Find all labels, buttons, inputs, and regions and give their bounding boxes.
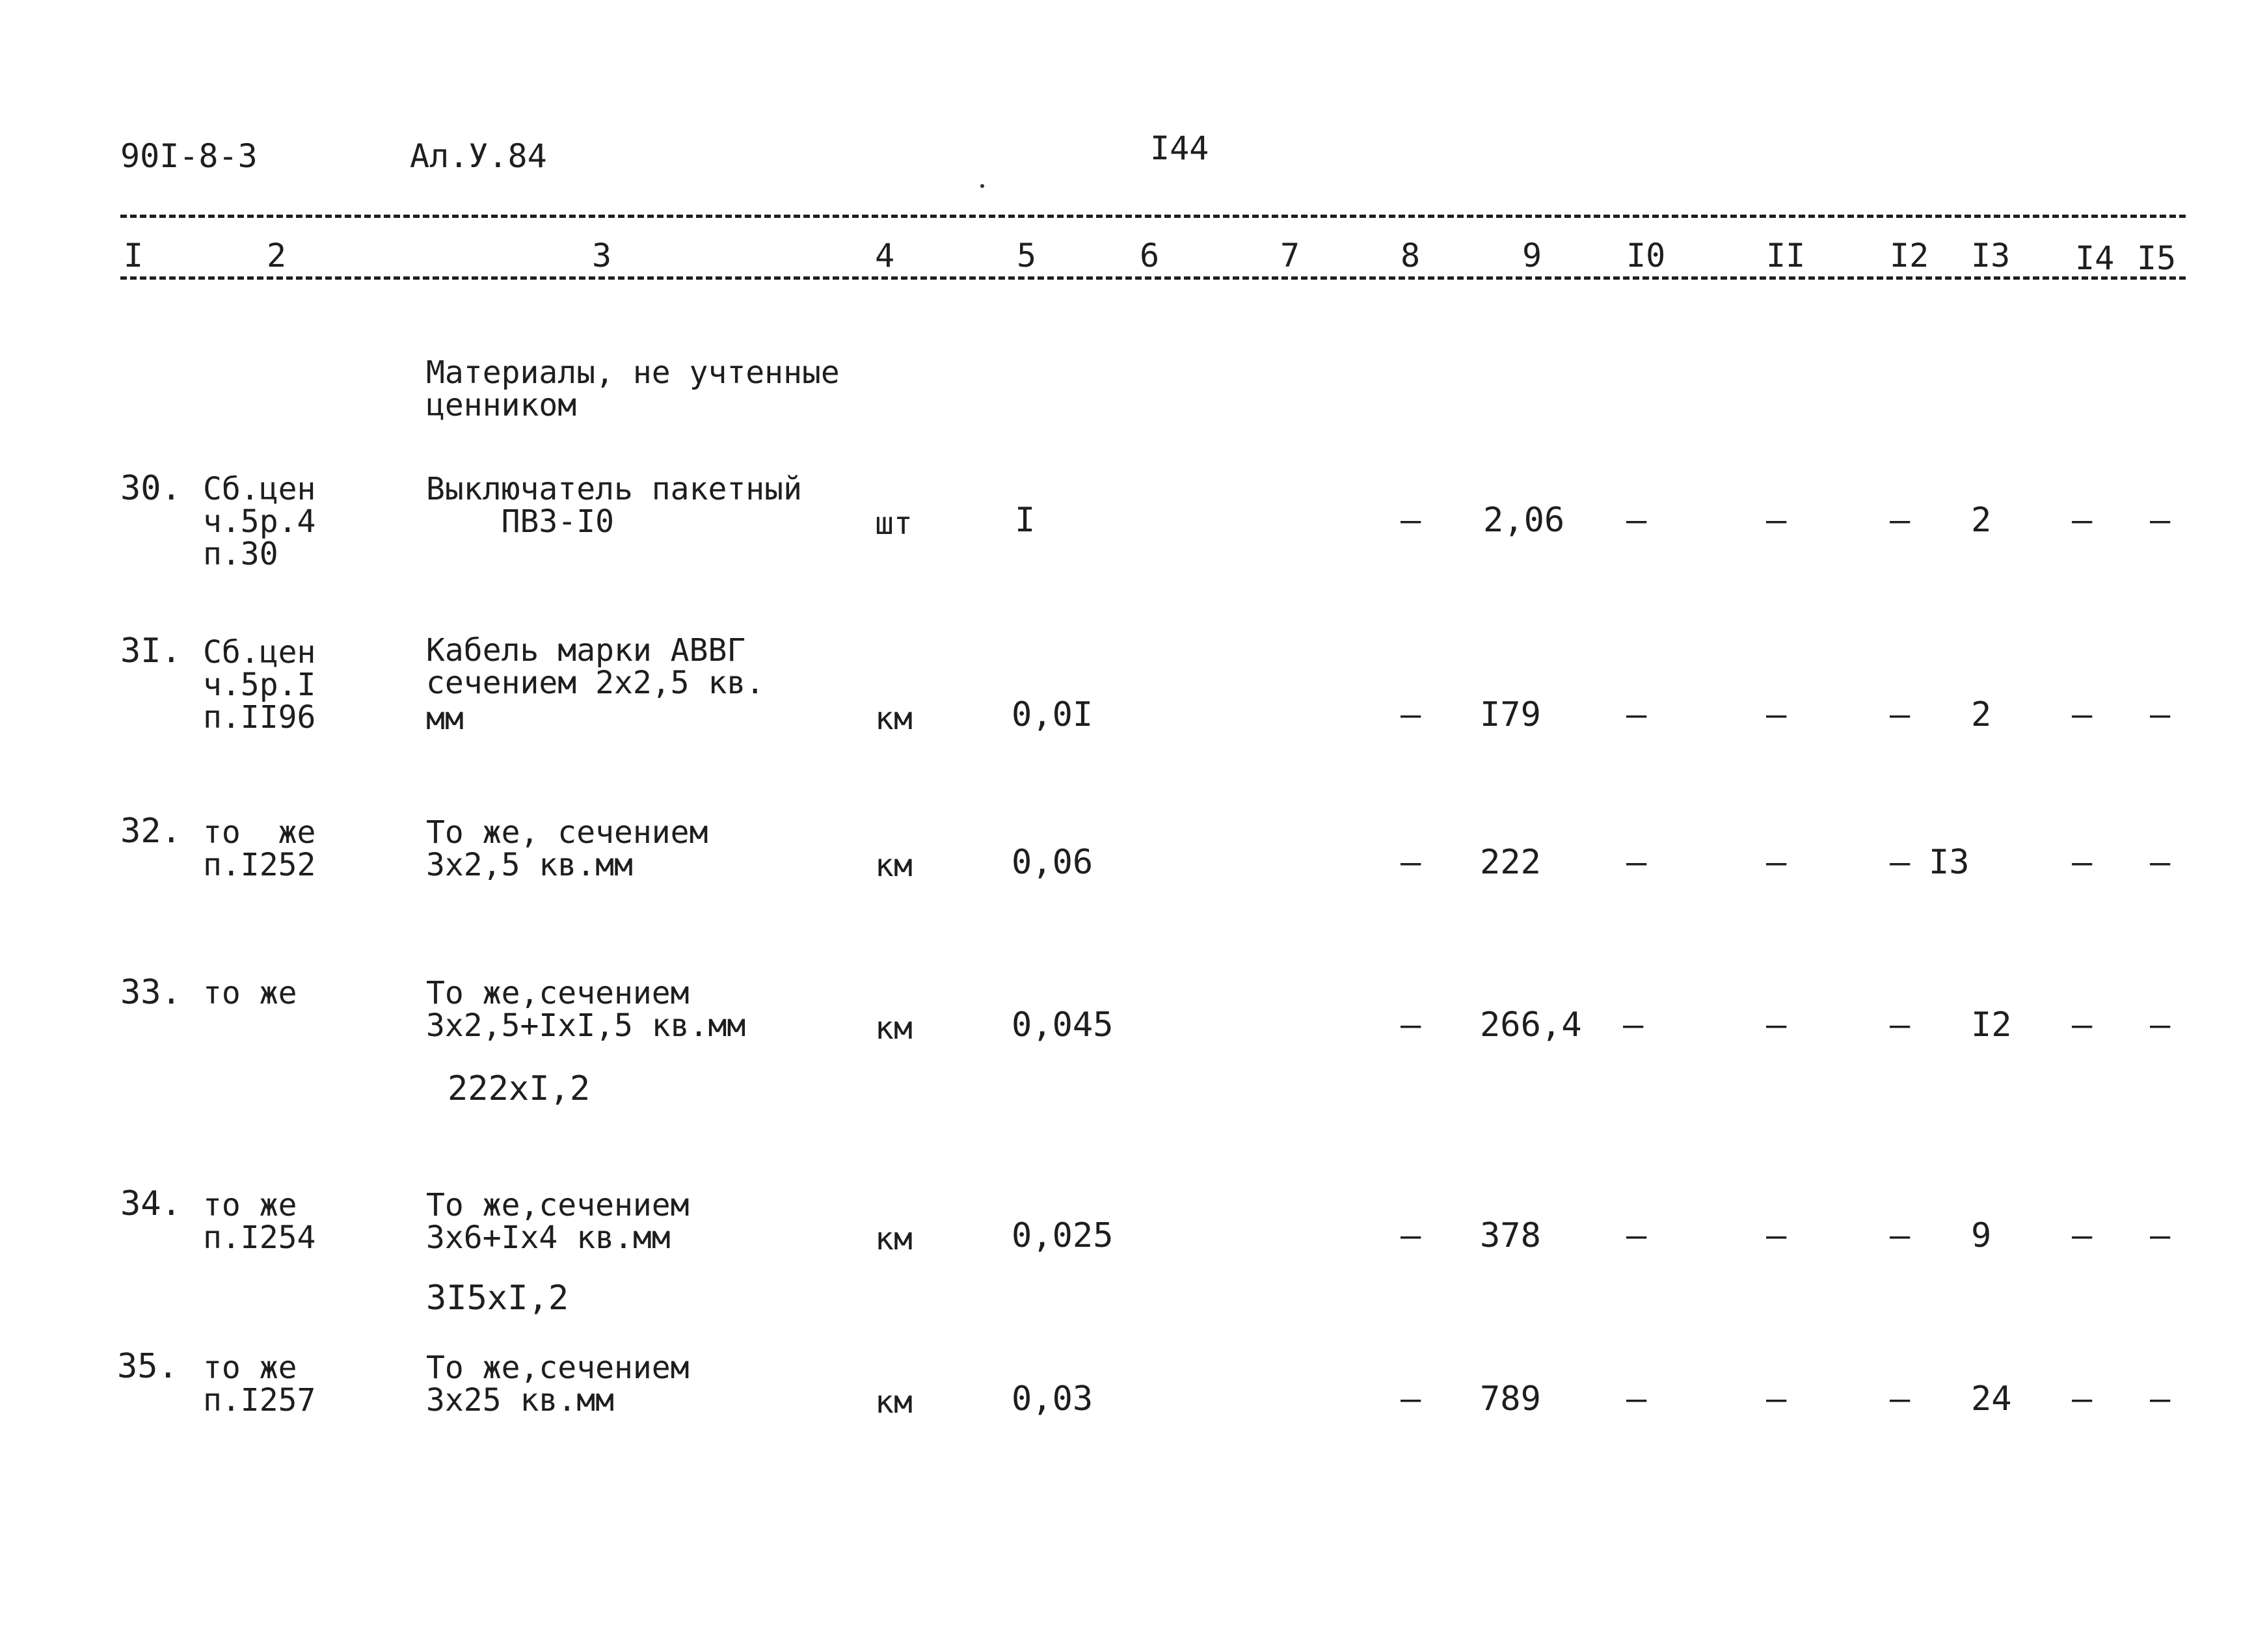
- stray-mark: [980, 184, 984, 188]
- row-col11: –: [1766, 1379, 1787, 1419]
- row-col13: 24: [1971, 1379, 2012, 1419]
- row-price: I79: [1480, 695, 1541, 734]
- row-col11: –: [1766, 1216, 1787, 1255]
- row-col15: –: [2150, 1006, 2171, 1045]
- row-quantity: 0,025: [1012, 1216, 1114, 1255]
- row-number: 35.: [117, 1347, 178, 1386]
- row-col14: –: [2072, 843, 2093, 882]
- row-reference-line: то же: [203, 1187, 297, 1223]
- row-name-line: 3х2,5 кв.мм: [426, 847, 633, 883]
- row-quantity: 0,0I: [1012, 695, 1093, 734]
- row-unit: шт: [875, 505, 913, 542]
- row-col13: I2: [1971, 1006, 2012, 1045]
- column-number-1: I: [124, 237, 144, 274]
- row-col15: –: [2150, 695, 2171, 734]
- row-col15: –: [2150, 1216, 2171, 1255]
- row-number: 33.: [120, 973, 181, 1012]
- row-col12: –: [1890, 501, 1911, 540]
- album-reference: Ал.У.84: [410, 137, 547, 175]
- row-quantity: 0,06: [1012, 843, 1093, 882]
- row-unit: км: [875, 1384, 913, 1420]
- row-reference-line: п.I252: [203, 847, 316, 883]
- row-reference-line: то же: [203, 975, 297, 1011]
- row-unit: км: [875, 1221, 913, 1257]
- row-name-line: То же,сечением: [426, 1350, 690, 1386]
- row-col10: –: [1626, 695, 1647, 734]
- row-quantity: 0,045: [1012, 1006, 1114, 1045]
- row-name-line: сечением 2х2,5 кв.: [426, 665, 765, 701]
- row-reference-line: п.I254: [203, 1219, 316, 1256]
- row-name-line: 3х2,5+IхI,5 кв.мм: [426, 1007, 746, 1044]
- row-number: 3I.: [120, 632, 181, 671]
- row-unit: км: [875, 847, 913, 884]
- row-price: 266,4: [1480, 1006, 1582, 1045]
- row-col14: –: [2072, 1379, 2093, 1419]
- row-reference-line: Сб.цен: [203, 634, 316, 671]
- row-unit: км: [875, 700, 913, 737]
- row-col8: –: [1401, 1379, 1421, 1419]
- row-col11: –: [1766, 695, 1787, 734]
- row-reference-line: п.30: [203, 536, 278, 572]
- row-number: 34.: [120, 1184, 181, 1223]
- section-title-line-2: ценником: [426, 387, 577, 423]
- row-price: 2,06: [1483, 501, 1565, 540]
- row-name-line: 3х25 кв.мм: [426, 1382, 614, 1419]
- column-number-4: 4: [875, 237, 895, 274]
- row-col12: –: [1890, 695, 1911, 734]
- page-number: I44: [1150, 129, 1209, 167]
- row-price: 222: [1480, 843, 1541, 882]
- row-price: 378: [1480, 1216, 1541, 1255]
- row-name-line: 3х6+Iх4 кв.мм: [426, 1219, 671, 1256]
- column-number-12: I2: [1890, 237, 1929, 274]
- row-col15: –: [2150, 501, 2171, 540]
- row-name-line: Выключатель пакетный: [426, 471, 802, 507]
- row-col10: –: [1626, 1216, 1647, 1255]
- section-title-line-1: Материалы, не учтенные: [426, 354, 840, 391]
- row-col12: –: [1890, 1006, 1911, 1045]
- row-col10: –: [1626, 843, 1647, 882]
- column-number-5: 5: [1017, 237, 1037, 274]
- row-note: 3I5хI,2: [426, 1279, 569, 1318]
- row-col13: 2: [1971, 695, 1992, 734]
- row-col10: –: [1626, 1379, 1647, 1419]
- row-note: 222хI,2: [448, 1069, 591, 1108]
- row-col15: –: [2150, 1379, 2171, 1419]
- row-quantity: 0,03: [1012, 1379, 1093, 1419]
- column-number-15: I5: [2137, 239, 2177, 277]
- row-reference-line: п.II96: [203, 699, 316, 736]
- row-col13: I3: [1929, 843, 1970, 882]
- row-col15: –: [2150, 843, 2171, 882]
- row-col10: –: [1623, 1006, 1644, 1045]
- row-reference-line: п.I257: [203, 1382, 316, 1419]
- row-quantity: I: [1015, 501, 1036, 540]
- row-col13: 2: [1971, 501, 1992, 540]
- row-name-line: Кабель марки АВВГ: [426, 632, 746, 669]
- column-number-6: 6: [1140, 237, 1160, 274]
- header-bottom-rule: [120, 276, 2186, 280]
- row-col12: –: [1890, 1216, 1911, 1255]
- row-col11: –: [1766, 843, 1787, 882]
- row-col13: 9: [1971, 1216, 1992, 1255]
- row-col14: –: [2072, 1006, 2093, 1045]
- column-number-14: I4: [2075, 239, 2115, 277]
- row-number: 32.: [120, 812, 181, 851]
- row-col10: –: [1626, 501, 1647, 540]
- row-reference-line: ч.5р.I: [203, 667, 316, 703]
- document-code: 90I-8-3: [120, 137, 258, 175]
- row-col11: –: [1766, 501, 1787, 540]
- row-price: 789: [1480, 1379, 1541, 1419]
- row-col14: –: [2072, 695, 2093, 734]
- row-name-line: То же,сечением: [426, 975, 690, 1011]
- column-number-9: 9: [1522, 237, 1542, 274]
- row-col12: –: [1890, 1379, 1911, 1419]
- column-number-7: 7: [1280, 237, 1300, 274]
- row-col12: –: [1890, 843, 1911, 882]
- column-number-11: II: [1766, 237, 1806, 274]
- row-reference-line: ч.5р.4: [203, 503, 316, 540]
- header-top-rule: [120, 215, 2186, 218]
- row-name-line: То же, сечением: [426, 814, 708, 851]
- row-col8: –: [1401, 1006, 1421, 1045]
- column-number-8: 8: [1401, 237, 1421, 274]
- row-col11: –: [1766, 1006, 1787, 1045]
- row-col14: –: [2072, 1216, 2093, 1255]
- column-number-13: I3: [1971, 237, 2011, 274]
- row-col8: –: [1401, 843, 1421, 882]
- row-number: 30.: [120, 469, 181, 508]
- row-col8: –: [1401, 1216, 1421, 1255]
- row-reference-line: то же: [203, 814, 316, 851]
- row-reference-line: то же: [203, 1350, 297, 1386]
- column-number-2: 2: [267, 237, 287, 274]
- row-name-line: То же,сечением: [426, 1187, 690, 1223]
- row-name-line: мм: [426, 700, 464, 737]
- row-unit: км: [875, 1010, 913, 1046]
- row-col8: –: [1401, 695, 1421, 734]
- row-name-line: ПВЗ-I0: [426, 503, 614, 540]
- row-reference-line: Сб.цен: [203, 471, 316, 507]
- column-number-10: I0: [1626, 237, 1666, 274]
- row-col8: –: [1401, 501, 1421, 540]
- column-number-3: 3: [592, 237, 612, 274]
- row-col14: –: [2072, 501, 2093, 540]
